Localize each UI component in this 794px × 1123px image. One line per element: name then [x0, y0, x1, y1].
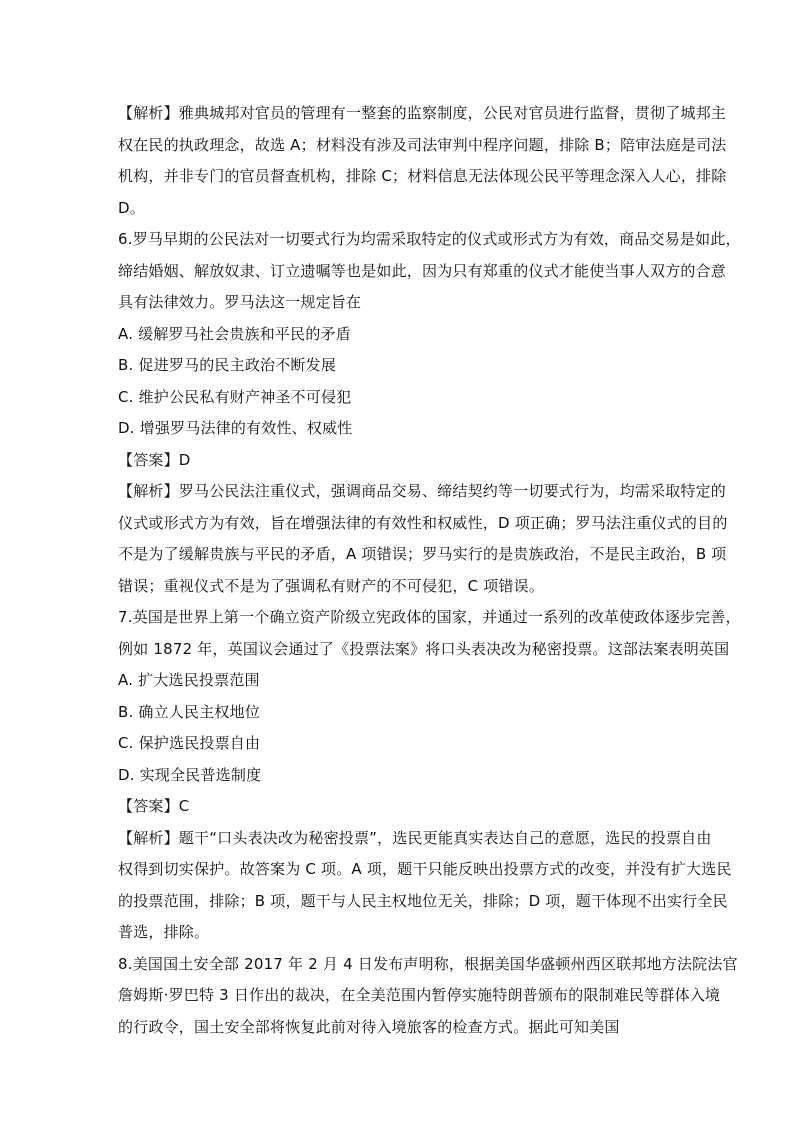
q6-option-d: D. 增强罗马法律的有效性、权威性 — [118, 419, 353, 437]
question-6-line2: 缔结婚姻、解放奴隶、订立遗嘱等也是如此，因为只有郑重的仪式才能使当事人双方的合意 — [118, 262, 727, 280]
q6-analysis-line1: 【解析】罗马公民法注重仪式，强调商品交易、缔结契约等一切要式行为，均需采取特定的 — [118, 482, 727, 500]
question-8-line2: 詹姆斯·罗巴特 3 日作出的裁决，在全美范围内暂停实施特朗普颁布的限制难民等群体入境 — [118, 986, 721, 1004]
q6-option-c: C. 维护公民私有财产神圣不可侵犯 — [118, 388, 352, 406]
q7-analysis-line4: 普选，排除。 — [118, 923, 210, 941]
question-7-line1: 7.英国是世界上第一个确立资产阶级立宪政体的国家，并通过一系列的改革使政体逐步完善， — [118, 608, 741, 626]
q7-option-c: C. 保护选民投票自由 — [118, 734, 261, 752]
q7-answer: 【答案】C — [118, 797, 190, 815]
analysis-q5-line4: D。 — [118, 199, 145, 217]
question-6-line1: 6.罗马早期的公民法对一切要式行为均需采取特定的仪式或形式方为有效，商品交易是如此， — [118, 230, 741, 248]
question-6-line3: 具有法律效力。罗马法这一规定旨在 — [118, 293, 362, 311]
analysis-q5-line2: 权在民的执政理念，故选 A；材料没有涉及司法审判中程序问题，排除 B；陪审法庭是司法 — [118, 136, 727, 154]
question-8-line3: 的行政令，国土安全部将恢复此前对待入境旅客的检查方式。据此可知美国 — [118, 1018, 620, 1036]
q6-option-a: A. 缓解罗马社会贵族和平民的矛盾 — [118, 325, 351, 343]
question-8-line1: 8.美国国土安全部 2017 年 2 月 4 日发布声明称，根据美国华盛顿州西区联邦地方法院法官 — [118, 955, 738, 973]
q6-option-b: B. 促进罗马的民主政治不断发展 — [118, 356, 337, 374]
q7-option-b: B. 确立人民主权地位 — [118, 703, 261, 721]
q7-analysis-line1: 【解析】题干“口头表决改为秘密投票”，选民更能真实表达自己的意愿，选民的投票自由 — [118, 829, 712, 847]
q6-analysis-line2: 仪式或形式方为有效，旨在增强法律的有效性和权威性，D 项正确；罗马法注重仪式的目的 — [118, 514, 728, 532]
analysis-q5-line3: 机构，并非专门的官员督查机构，排除 C；材料信息无法体现公民平等理念深入人心，排除 — [118, 167, 727, 185]
q7-option-d: D. 实现全民普选制度 — [118, 766, 262, 784]
analysis-q5-line1: 【解析】雅典城邦对官员的管理有一整套的监察制度，公民对官员进行监督，贯彻了城邦主 — [118, 104, 727, 122]
q7-analysis-line3: 的投票范围，排除；B 项，题干与人民主权地位无关，排除；D 项，题干体现不出实行全民 — [118, 892, 728, 910]
q6-analysis-line4: 错误；重视仪式不是为了强调私有财产的不可侵犯，C 项错误。 — [118, 577, 545, 595]
q6-analysis-line3: 不是为了缓解贵族与平民的矛盾，A 项错误；罗马实行的是贵族政治，不是民主政治，B 项 — [118, 545, 727, 563]
q7-analysis-line2: 权得到切实保护。故答案为 C 项。A 项，题干只能反映出投票方式的改变，并没有扩大选民 — [118, 860, 732, 878]
q7-option-a: A. 扩大选民投票范围 — [118, 671, 260, 689]
q6-answer: 【答案】D — [118, 451, 191, 469]
question-7-line2: 例如 1872 年，英国议会通过了《投票法案》将口头表决改为秘密投票。这部法案表明英国 — [118, 640, 730, 658]
